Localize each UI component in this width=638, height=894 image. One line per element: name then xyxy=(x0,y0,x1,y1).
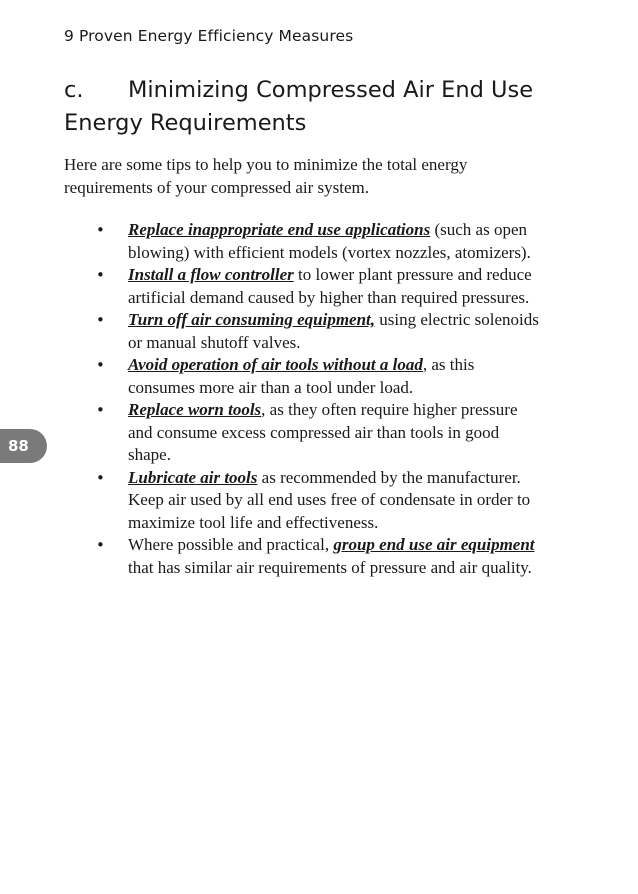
tip-emphasis: Lubricate air tools xyxy=(128,467,258,487)
list-item: • Install a flow controller to lower plant pressure and reduce artificial demand caused by higher than required pressures. xyxy=(64,264,544,309)
list-item: • Lubricate air tools as recommended by the manufacturer. Keep air used by all end uses free of condensate in order to maximize tool life and effectiveness. xyxy=(64,467,544,535)
list-item: • Replace inappropriate end use applications (such as open blowing) with efficient models (vortex nozzles, atomizers). xyxy=(64,219,544,264)
section-title-line2: Energy Requirements xyxy=(64,110,307,136)
tip-emphasis: Install a flow controller xyxy=(128,265,294,284)
tip-emphasis: Replace inappropriate end use applications xyxy=(128,220,431,239)
tips-list xyxy=(64,219,544,579)
intro-paragraph: Here are some tips to help you to minimize the total energy requirements of your compressed air system. xyxy=(64,155,468,197)
section-title-line1: Minimizing Compressed Air End Use xyxy=(128,77,534,103)
page-number-tab: 88 xyxy=(0,429,47,463)
tip-emphasis: Replace worn tools xyxy=(128,400,262,419)
section-title xyxy=(64,74,584,140)
list-item: • Where possible and practical, group end use air equipment that has similar air requirements of pressure and air quality. xyxy=(64,534,544,579)
list-item: • Replace worn tools, as they often require higher pressure and consume excess compressed air than tools in good shape. xyxy=(64,399,544,467)
tip-emphasis: group end use air equipment xyxy=(333,535,535,554)
section-number: c. xyxy=(64,77,84,103)
list-item: • Avoid operation of air tools without a load, as this consumes more air than a tool under load. xyxy=(64,354,544,399)
tip-emphasis: Avoid operation of air tools without a load xyxy=(128,355,423,374)
tip-emphasis: Turn off air consuming equipment, xyxy=(128,310,376,329)
list-item: • Turn off air consuming equipment, using electric solenoids or manual shutoff valves. xyxy=(64,309,544,354)
running-header: 9 Proven Energy Efficiency Measures xyxy=(64,27,354,45)
